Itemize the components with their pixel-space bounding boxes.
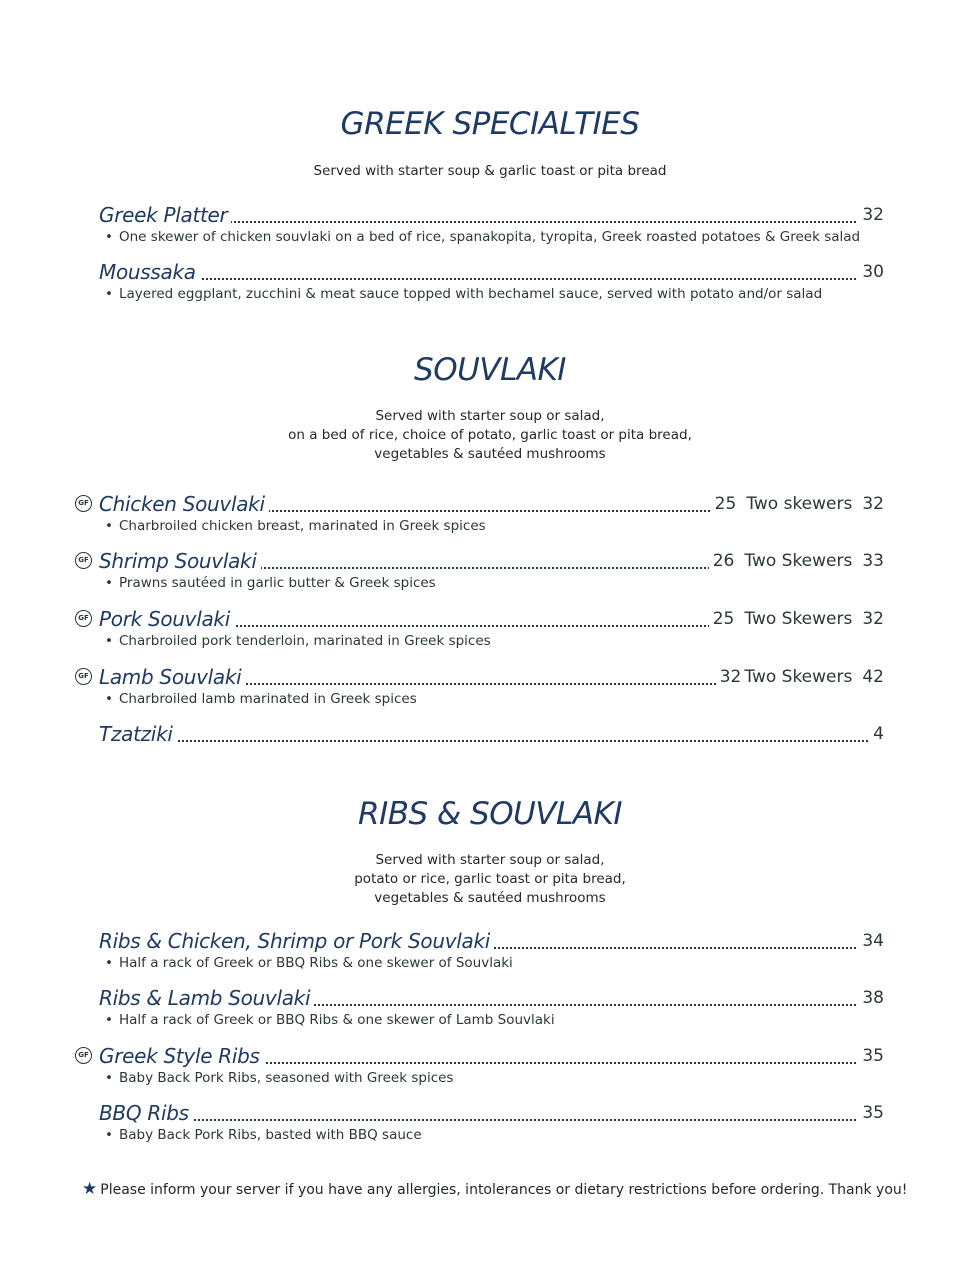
- item-price: 32: [862, 205, 884, 225]
- subtitle-line: potato or rice, garlic toast or pita bread,: [354, 871, 626, 887]
- two-skewers-label: Two Skewers: [744, 609, 853, 629]
- subtitle-line: vegetables & sautéed mushrooms: [374, 890, 606, 906]
- two-skewers-label: Two skewers: [746, 494, 853, 514]
- subtitle-line: Served with starter soup or salad,: [375, 408, 605, 424]
- item-name: Moussaka: [99, 259, 200, 285]
- dot-leader: [99, 276, 884, 280]
- menu-item: [70, 1100, 884, 1145]
- description-text: Layered eggplant, zucchini & meat sauce topped with bechamel sauce, served with potato and/or salad: [119, 286, 823, 302]
- gluten-free-icon: GF: [75, 668, 92, 685]
- item-price: 34: [862, 931, 884, 951]
- item-price: 38: [862, 988, 884, 1008]
- description-text: Half a rack of Greek or BBQ Ribs & one skewer of Souvlaki: [119, 955, 513, 971]
- section-subtitle: [0, 851, 980, 908]
- item-description: [105, 574, 884, 593]
- bullet-icon: •: [105, 518, 113, 534]
- subtitle-line: vegetables & sautéed mushrooms: [374, 446, 606, 462]
- menu-item: [70, 721, 884, 747]
- section-subtitle: [0, 407, 980, 464]
- item-name: Ribs & Lamb Souvlaki: [99, 985, 314, 1011]
- two-skewers-price: 32: [862, 609, 884, 629]
- subtitle-line: Served with starter soup & garlic toast or pita bread: [313, 163, 667, 179]
- item-name: Shrimp Souvlaki: [99, 548, 261, 574]
- two-skewers-price: 32: [862, 494, 884, 514]
- two-skewers-label: Two Skewers: [744, 667, 853, 687]
- menu-item: [70, 664, 884, 709]
- item-price: 25: [714, 494, 737, 514]
- item-name: Greek Style Ribs: [99, 1043, 264, 1069]
- item-description: [105, 632, 884, 651]
- gluten-free-icon: GF: [75, 552, 92, 569]
- bullet-icon: •: [105, 1070, 113, 1086]
- item-description: [105, 517, 884, 536]
- item-description: [105, 285, 884, 304]
- gluten-free-icon: GF: [75, 1047, 92, 1064]
- description-text: Baby Back Pork Ribs, basted with BBQ sauce: [119, 1127, 422, 1143]
- item-description: [105, 228, 884, 247]
- menu-item: [70, 548, 884, 593]
- gluten-free-icon: GF: [75, 610, 92, 627]
- item-description: [105, 690, 884, 709]
- description-text: Charbroiled pork tenderloin, marinated in Greek spices: [119, 633, 491, 649]
- subtitle-line: Served with starter soup or salad,: [375, 852, 605, 868]
- description-text: Prawns sautéed in garlic butter & Greek spices: [119, 575, 436, 591]
- bullet-icon: •: [105, 955, 113, 971]
- section-title-ribs-souvlaki: RIBS & SOUVLAKI: [358, 796, 622, 832]
- allergy-notice: [82, 1178, 907, 1201]
- item-name: Pork Souvlaki: [99, 606, 234, 632]
- item-price: 30: [862, 262, 884, 282]
- item-name: BBQ Ribs: [99, 1100, 193, 1126]
- bullet-icon: •: [105, 1012, 113, 1028]
- dot-leader: [99, 1117, 884, 1121]
- bullet-icon: •: [105, 575, 113, 591]
- item-description: [105, 1069, 884, 1088]
- bullet-icon: •: [105, 229, 113, 245]
- subtitle-line: on a bed of rice, choice of potato, garlic toast or pita bread,: [288, 427, 692, 443]
- menu-item: [70, 1043, 884, 1088]
- item-price: 4: [873, 724, 884, 744]
- two-skewers-price: 42: [862, 667, 884, 687]
- item-price: 32: [719, 667, 742, 687]
- description-text: Half a rack of Greek or BBQ Ribs & one skewer of Lamb Souvlaki: [119, 1012, 555, 1028]
- menu-item: [70, 606, 884, 651]
- dot-leader: [99, 738, 884, 742]
- menu-item: [70, 259, 884, 304]
- description-text: One skewer of chicken souvlaki on a bed of rice, spanakopita, tyropita, Greek roasted potatoes & Greek salad: [119, 229, 861, 245]
- item-price: 25: [712, 609, 735, 629]
- item-name: Greek Platter: [99, 202, 231, 228]
- item-price: 35: [862, 1046, 884, 1066]
- bullet-icon: •: [105, 1127, 113, 1143]
- item-name: Lamb Souvlaki: [99, 664, 245, 690]
- menu-item: [70, 491, 884, 536]
- section-title-greek-specialties: GREEK SPECIALTIES: [340, 106, 640, 142]
- item-description: [105, 954, 884, 973]
- item-description: [105, 1011, 884, 1030]
- bullet-icon: •: [105, 691, 113, 707]
- two-skewers-label: Two Skewers: [744, 551, 853, 571]
- item-price: 26: [712, 551, 735, 571]
- bullet-icon: •: [105, 633, 113, 649]
- item-description: [105, 1126, 884, 1145]
- two-skewers-price: 33: [862, 551, 884, 571]
- item-name: Ribs & Chicken, Shrimp or Pork Souvlaki: [99, 928, 494, 954]
- description-text: Baby Back Pork Ribs, seasoned with Greek spices: [119, 1070, 454, 1086]
- menu-item: [70, 985, 884, 1030]
- item-name: Chicken Souvlaki: [99, 491, 269, 517]
- menu-item: [70, 202, 884, 247]
- allergy-notice-text: Please inform your server if you have any allergies, intolerances or dietary restrictions before ordering. Thank you!: [100, 1182, 908, 1198]
- item-name: Tzatziki: [99, 721, 177, 747]
- section-title-souvlaki: SOUVLAKI: [414, 352, 566, 388]
- description-text: Charbroiled chicken breast, marinated in Greek spices: [119, 518, 486, 534]
- section-subtitle: [0, 162, 980, 181]
- item-price: 35: [862, 1103, 884, 1123]
- gluten-free-icon: GF: [75, 495, 92, 512]
- menu-item: [70, 928, 884, 973]
- description-text: Charbroiled lamb marinated in Greek spices: [119, 691, 417, 707]
- star-icon: ★: [82, 1179, 98, 1199]
- bullet-icon: •: [105, 286, 113, 302]
